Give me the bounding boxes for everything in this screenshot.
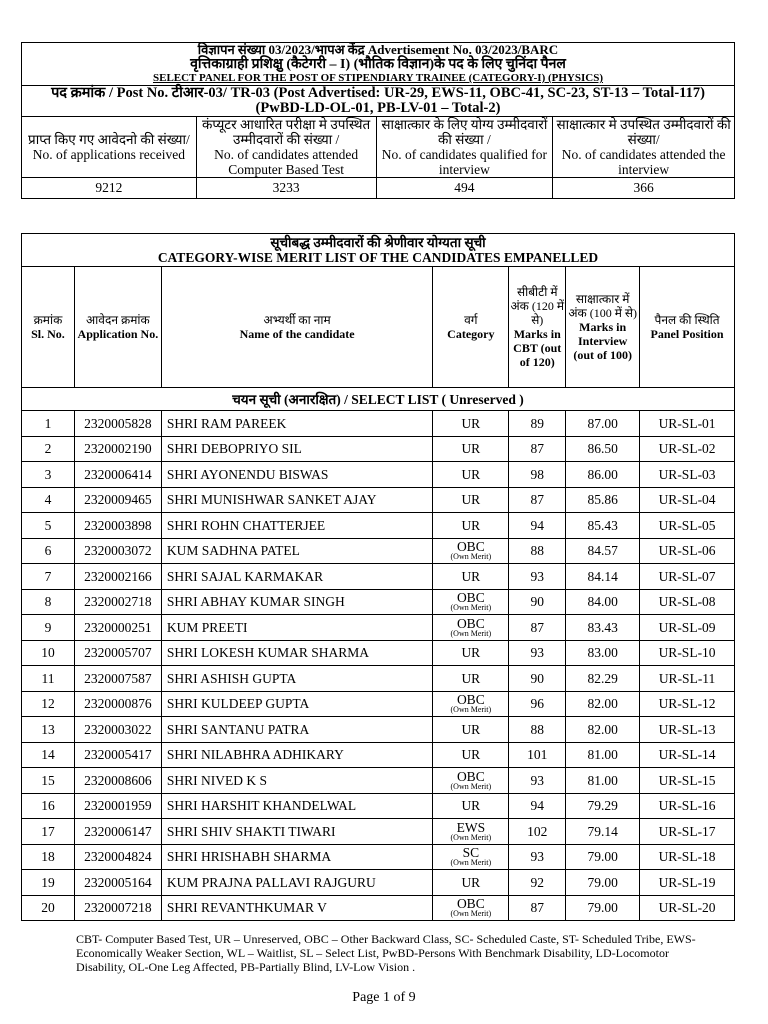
stat-value-interview: 366 <box>553 178 735 199</box>
cell-cbt-marks: 87 <box>509 895 566 921</box>
cell-sl-no: 15 <box>22 768 75 794</box>
cell-interview-marks: 79.00 <box>566 844 640 870</box>
cell-interview-marks: 85.43 <box>566 513 640 539</box>
cell-category: UR <box>433 564 509 590</box>
cell-cbt-marks: 93 <box>509 844 566 870</box>
table-row <box>22 793 735 819</box>
cell-panel-position: UR-SL-19 <box>640 870 735 896</box>
cell-category: UR <box>433 870 509 896</box>
category-note: (Own Merit) <box>450 705 492 715</box>
section-heading: चयन सूची (अनारक्षित) / SELECT LIST ( Unreserved ) <box>22 388 735 411</box>
cell-cbt-marks: 96 <box>509 691 566 717</box>
cell-candidate-name: SHRI HRISHABH SHARMA <box>161 844 433 870</box>
cell-candidate-name: SHRI HARSHIT KHANDELWAL <box>161 793 433 819</box>
cell-interview-marks: 79.14 <box>566 819 640 845</box>
cell-application-no: 2320005417 <box>74 742 161 768</box>
cell-application-no: 2320005828 <box>74 411 161 437</box>
post-title-english: SELECT PANEL FOR THE POST OF STIPENDIARY TRAINEE (CATEGORY-I) (PHYSICS) <box>152 72 603 84</box>
cell-candidate-name: SHRI REVANTHKUMAR V <box>161 895 433 921</box>
cell-application-no: 2320000876 <box>74 691 161 717</box>
cell-application-no: 2320000251 <box>74 615 161 641</box>
col-interview-marks: साक्षात्कार में अंक (100 में से) Marks in Interview (out of 100) <box>566 267 640 388</box>
cell-cbt-marks: 93 <box>509 768 566 794</box>
table-row <box>22 691 735 717</box>
cell-sl-no: 1 <box>22 411 75 437</box>
cell-panel-position: UR-SL-13 <box>640 717 735 743</box>
cell-cbt-marks: 87 <box>509 487 566 513</box>
cell-candidate-name: SHRI LOKESH KUMAR SHARMA <box>161 640 433 666</box>
table-row <box>22 487 735 513</box>
table-row <box>22 870 735 896</box>
cell-category: OBC (Own Merit) <box>433 589 509 615</box>
pwbd-note: (PwBD-LD-OL-01, PB-LV-01 – Total-2) <box>255 100 501 116</box>
table-row <box>22 666 735 692</box>
cell-interview-marks: 84.00 <box>566 589 640 615</box>
cell-cbt-marks: 93 <box>509 640 566 666</box>
col-panel-position: पैनल की स्थिति Panel Position <box>640 267 735 388</box>
cell-cbt-marks: 102 <box>509 819 566 845</box>
cell-interview-marks: 86.50 <box>566 436 640 462</box>
cell-category: UR <box>433 640 509 666</box>
cell-sl-no: 12 <box>22 691 75 717</box>
cell-interview-marks: 86.00 <box>566 462 640 488</box>
cell-application-no: 2320003898 <box>74 513 161 539</box>
cell-application-no: 2320001959 <box>74 793 161 819</box>
cell-panel-position: UR-SL-08 <box>640 589 735 615</box>
cell-category: OBC (Own Merit) <box>433 538 509 564</box>
cell-category: UR <box>433 717 509 743</box>
cell-candidate-name: SHRI SHIV SHAKTI TIWARI <box>161 819 433 845</box>
cell-cbt-marks: 94 <box>509 793 566 819</box>
cell-candidate-name: SHRI MUNISHWAR SANKET AJAY <box>161 487 433 513</box>
cell-cbt-marks: 87 <box>509 615 566 641</box>
cell-interview-marks: 83.00 <box>566 640 640 666</box>
cell-category: OBC (Own Merit) <box>433 615 509 641</box>
table-row <box>22 538 735 564</box>
cell-sl-no: 10 <box>22 640 75 666</box>
table-row <box>22 589 735 615</box>
category-note: (Own Merit) <box>450 628 492 638</box>
cell-application-no: 2320002190 <box>74 436 161 462</box>
cell-application-no: 2320002166 <box>74 564 161 590</box>
cell-category: UR <box>433 666 509 692</box>
cell-interview-marks: 84.57 <box>566 538 640 564</box>
cell-panel-position: UR-SL-17 <box>640 819 735 845</box>
cell-category: OBC (Own Merit) <box>433 895 509 921</box>
table-row <box>22 895 735 921</box>
col-sl-no: क्रमांक Sl. No. <box>22 267 75 388</box>
cell-interview-marks: 85.86 <box>566 487 640 513</box>
stat-header-interview: साक्षात्कार मे उपस्थित उम्मीदवारों की संख्या/ No. of candidates attended the interview <box>553 117 735 178</box>
cell-interview-marks: 79.00 <box>566 895 640 921</box>
cell-interview-marks: 79.00 <box>566 870 640 896</box>
cell-panel-position: UR-SL-10 <box>640 640 735 666</box>
cell-candidate-name: KUM SADHNA PATEL <box>161 538 433 564</box>
cell-cbt-marks: 88 <box>509 717 566 743</box>
stat-header-cbt: कंप्यूटर आधारित परीक्षा मे उपस्थित उम्मीदवारों की संख्या / No. of candidates attended Computer Based Test <box>196 117 376 178</box>
cell-category: OBC (Own Merit) <box>433 768 509 794</box>
table-row <box>22 436 735 462</box>
cell-panel-position: UR-SL-12 <box>640 691 735 717</box>
cell-sl-no: 2 <box>22 436 75 462</box>
cell-application-no: 2320003072 <box>74 538 161 564</box>
cell-panel-position: UR-SL-03 <box>640 462 735 488</box>
cell-category: UR <box>433 487 509 513</box>
cell-application-no: 2320004824 <box>74 844 161 870</box>
stat-header-qualified: साक्षात्कार के लिए योग्य उम्मीदवारों की संख्या / No. of candidates qualified for interview <box>376 117 553 178</box>
stat-value-qualified: 494 <box>376 178 553 199</box>
cell-application-no: 2320006147 <box>74 819 161 845</box>
cell-candidate-name: SHRI ROHN CHATTERJEE <box>161 513 433 539</box>
footnote-abbreviations: CBT- Computer Based Test, UR – Unreserved, OBC – Other Backward Class, SC- Scheduled Caste, ST- Scheduled Tribe, EWS- Economically Weaker Section, WL – Waitlist, SL – Select List, PwBD-Persons With Benchmark Disability, LD-Locomotor Disability, OL-One Leg Affected, PB-Partially Blind, LV-Low Vision . <box>76 932 696 974</box>
cell-candidate-name: SHRI SAJAL KARMAKAR <box>161 564 433 590</box>
category-note: (Own Merit) <box>450 909 492 919</box>
category-note: (Own Merit) <box>450 552 492 562</box>
cell-interview-marks: 82.00 <box>566 717 640 743</box>
col-cbt-marks: सीबीटी में अंक (120 में से) Marks in CBT (out of 120) <box>509 267 566 388</box>
cell-sl-no: 14 <box>22 742 75 768</box>
table-row <box>22 717 735 743</box>
cell-cbt-marks: 93 <box>509 564 566 590</box>
cell-cbt-marks: 87 <box>509 436 566 462</box>
cell-panel-position: UR-SL-04 <box>640 487 735 513</box>
cell-interview-marks: 82.29 <box>566 666 640 692</box>
cell-application-no: 2320002718 <box>74 589 161 615</box>
cell-cbt-marks: 90 <box>509 589 566 615</box>
stat-value-cbt: 3233 <box>196 178 376 199</box>
cell-interview-marks: 84.14 <box>566 564 640 590</box>
cell-cbt-marks: 98 <box>509 462 566 488</box>
table-row <box>22 819 735 845</box>
cell-category: UR <box>433 411 509 437</box>
cell-panel-position: UR-SL-14 <box>640 742 735 768</box>
cell-category: UR <box>433 793 509 819</box>
cell-sl-no: 19 <box>22 870 75 896</box>
cell-candidate-name: SHRI NIVED K S <box>161 768 433 794</box>
cell-sl-no: 8 <box>22 589 75 615</box>
cell-cbt-marks: 101 <box>509 742 566 768</box>
cell-interview-marks: 79.29 <box>566 793 640 819</box>
cell-candidate-name: SHRI ASHISH GUPTA <box>161 666 433 692</box>
stat-header-applications: प्राप्त किए गए आवेदनो की संख्या/ No. of applications received <box>22 117 197 178</box>
table-row <box>22 513 735 539</box>
cell-application-no: 2320005707 <box>74 640 161 666</box>
cell-interview-marks: 81.00 <box>566 768 640 794</box>
cell-category: UR <box>433 742 509 768</box>
cell-panel-position: UR-SL-18 <box>640 844 735 870</box>
table-row <box>22 564 735 590</box>
cell-panel-position: UR-SL-02 <box>640 436 735 462</box>
table-row <box>22 640 735 666</box>
cell-candidate-name: SHRI KULDEEP GUPTA <box>161 691 433 717</box>
merit-list-title: सूचीबद्ध उम्मीदवारों की श्रेणीवार योग्यता सूची CATEGORY-WISE MERIT LIST OF THE CANDIDATES EMPANELLED <box>22 234 735 267</box>
category-note: (Own Merit) <box>450 832 492 842</box>
cell-cbt-marks: 90 <box>509 666 566 692</box>
cell-sl-no: 4 <box>22 487 75 513</box>
category-note: (Own Merit) <box>450 858 492 868</box>
col-application-no: आवेदन क्रमांक Application No. <box>74 267 161 388</box>
cell-sl-no: 20 <box>22 895 75 921</box>
post-title-hindi: वृत्तिकाग्राही प्रशिक्षु (कैटेगरी – I) (भौतिक विज्ञान)के पद के लिए चुनिंदा पैनल <box>190 57 566 72</box>
table-row <box>22 411 735 437</box>
col-candidate-name: अभ्यर्थी का नाम Name of the candidate <box>161 267 433 388</box>
col-category: वर्ग Category <box>433 267 509 388</box>
cell-panel-position: UR-SL-16 <box>640 793 735 819</box>
cell-cbt-marks: 89 <box>509 411 566 437</box>
cell-application-no: 2320003022 <box>74 717 161 743</box>
stat-value-applications: 9212 <box>22 178 197 199</box>
cell-panel-position: UR-SL-05 <box>640 513 735 539</box>
category-note: (Own Merit) <box>450 603 492 613</box>
cell-cbt-marks: 88 <box>509 538 566 564</box>
cell-category: UR <box>433 462 509 488</box>
advertisement-summary-table <box>21 42 735 199</box>
post-number: पद क्रमांक / Post No. टीआर-03/ TR-03 (Post Advertised: UR-29, EWS-11, OBC-41, SC-23, ST-13 – Total-117) <box>51 85 705 101</box>
cell-application-no: 2320009465 <box>74 487 161 513</box>
cell-cbt-marks: 94 <box>509 513 566 539</box>
cell-sl-no: 3 <box>22 462 75 488</box>
cell-sl-no: 16 <box>22 793 75 819</box>
cell-panel-position: UR-SL-11 <box>640 666 735 692</box>
cell-candidate-name: SHRI DEBOPRIYO SIL <box>161 436 433 462</box>
cell-candidate-name: KUM PREETI <box>161 615 433 641</box>
cell-cbt-marks: 92 <box>509 870 566 896</box>
cell-sl-no: 13 <box>22 717 75 743</box>
cell-category: EWS (Own Merit) <box>433 819 509 845</box>
advertisement-number: विज्ञापन संख्या 03/2023/भापअ केंद्र Advertisement No. 03/2023/BARC <box>197 42 559 57</box>
table-row <box>22 615 735 641</box>
cell-sl-no: 5 <box>22 513 75 539</box>
cell-panel-position: UR-SL-20 <box>640 895 735 921</box>
cell-sl-no: 6 <box>22 538 75 564</box>
cell-sl-no: 9 <box>22 615 75 641</box>
cell-candidate-name: SHRI NILABHRA ADHIKARY <box>161 742 433 768</box>
cell-interview-marks: 82.00 <box>566 691 640 717</box>
cell-sl-no: 11 <box>22 666 75 692</box>
table-row <box>22 844 735 870</box>
cell-application-no: 2320007587 <box>74 666 161 692</box>
cell-application-no: 2320006414 <box>74 462 161 488</box>
table-row <box>22 462 735 488</box>
cell-application-no: 2320008606 <box>74 768 161 794</box>
category-note: (Own Merit) <box>450 781 492 791</box>
cell-interview-marks: 83.43 <box>566 615 640 641</box>
cell-sl-no: 17 <box>22 819 75 845</box>
cell-interview-marks: 87.00 <box>566 411 640 437</box>
cell-panel-position: UR-SL-06 <box>640 538 735 564</box>
cell-category: SC (Own Merit) <box>433 844 509 870</box>
cell-panel-position: UR-SL-15 <box>640 768 735 794</box>
cell-sl-no: 18 <box>22 844 75 870</box>
cell-application-no: 2320007218 <box>74 895 161 921</box>
cell-category: UR <box>433 513 509 539</box>
cell-interview-marks: 81.00 <box>566 742 640 768</box>
table-row <box>22 742 735 768</box>
cell-panel-position: UR-SL-09 <box>640 615 735 641</box>
cell-category: OBC (Own Merit) <box>433 691 509 717</box>
cell-candidate-name: KUM PRAJNA PALLAVI RAJGURU <box>161 870 433 896</box>
cell-candidate-name: SHRI RAM PAREEK <box>161 411 433 437</box>
page-number: Page 1 of 9 <box>352 990 416 1005</box>
cell-application-no: 2320005164 <box>74 870 161 896</box>
cell-candidate-name: SHRI AYONENDU BISWAS <box>161 462 433 488</box>
cell-panel-position: UR-SL-07 <box>640 564 735 590</box>
cell-candidate-name: SHRI ABHAY KUMAR SINGH <box>161 589 433 615</box>
cell-panel-position: UR-SL-01 <box>640 411 735 437</box>
table-row <box>22 768 735 794</box>
cell-category: UR <box>433 436 509 462</box>
cell-candidate-name: SHRI SANTANU PATRA <box>161 717 433 743</box>
merit-list-table <box>21 233 735 921</box>
cell-sl-no: 7 <box>22 564 75 590</box>
